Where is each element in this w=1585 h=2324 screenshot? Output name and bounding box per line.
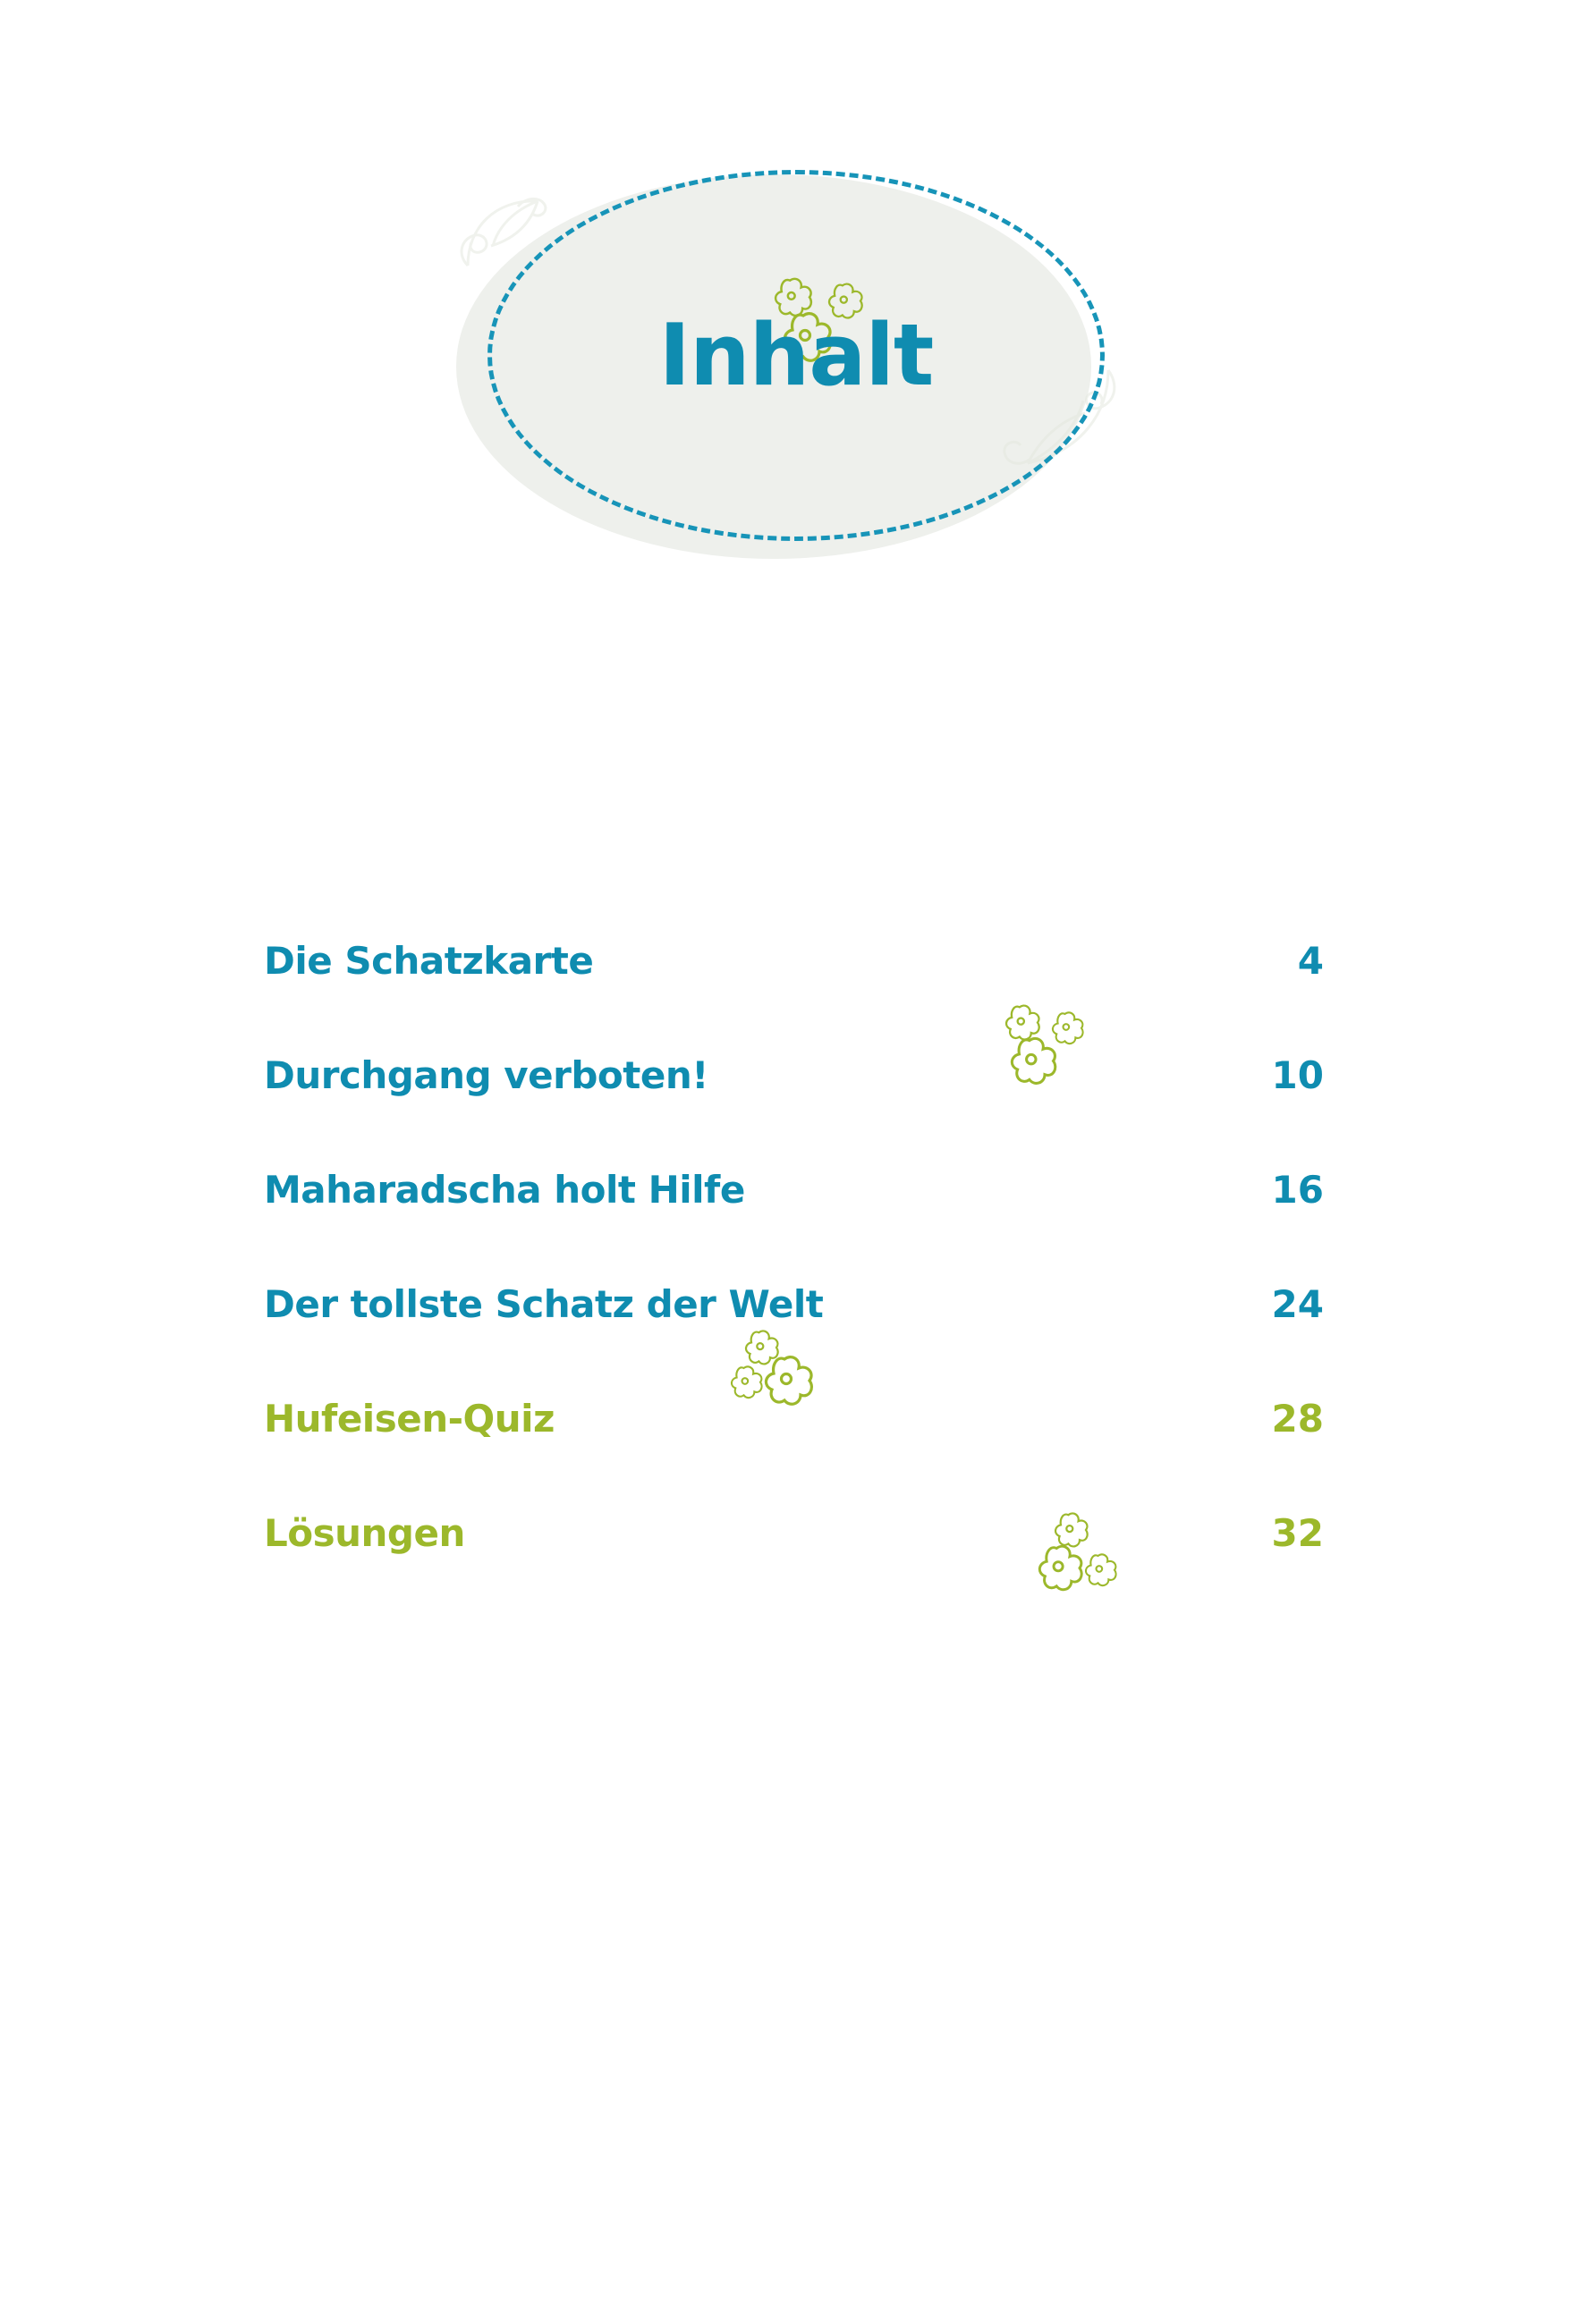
toc-entry[interactable] <box>0 1018 1585 1132</box>
toc-entry[interactable] <box>0 903 1585 1018</box>
toc-entry-page: 16 <box>1271 1167 1324 1212</box>
toc-entry-label: Durchgang verboten! <box>264 1052 708 1097</box>
flower-cluster-row-5 <box>729 1327 836 1429</box>
toc-entry-page: 4 <box>1297 938 1324 983</box>
toc-entry[interactable] <box>0 1475 1585 1590</box>
table-of-contents <box>0 903 1585 1590</box>
toc-entry-label: Lösungen <box>264 1510 465 1555</box>
flower-cluster-row-6 <box>1033 1511 1140 1613</box>
toc-entry[interactable] <box>0 1361 1585 1475</box>
page-title: Inhalt <box>658 306 934 405</box>
toc-entry-label: Hufeisen-Quiz <box>264 1396 555 1441</box>
toc-entry-label: Der tollste Schatz der Welt <box>264 1281 824 1326</box>
toc-entry-label: Die Schatzkarte <box>264 938 594 983</box>
toc-entry-page: 28 <box>1271 1396 1324 1441</box>
toc-entry[interactable] <box>0 1132 1585 1247</box>
flower-cluster-row-2 <box>1002 1001 1109 1103</box>
page-title-block <box>0 134 1585 581</box>
toc-entry-page: 10 <box>1271 1052 1324 1097</box>
toc-entry-page: 24 <box>1271 1281 1324 1326</box>
toc-entry-label: Maharadscha holt Hilfe <box>264 1167 745 1212</box>
toc-entry-page: 32 <box>1271 1510 1324 1555</box>
